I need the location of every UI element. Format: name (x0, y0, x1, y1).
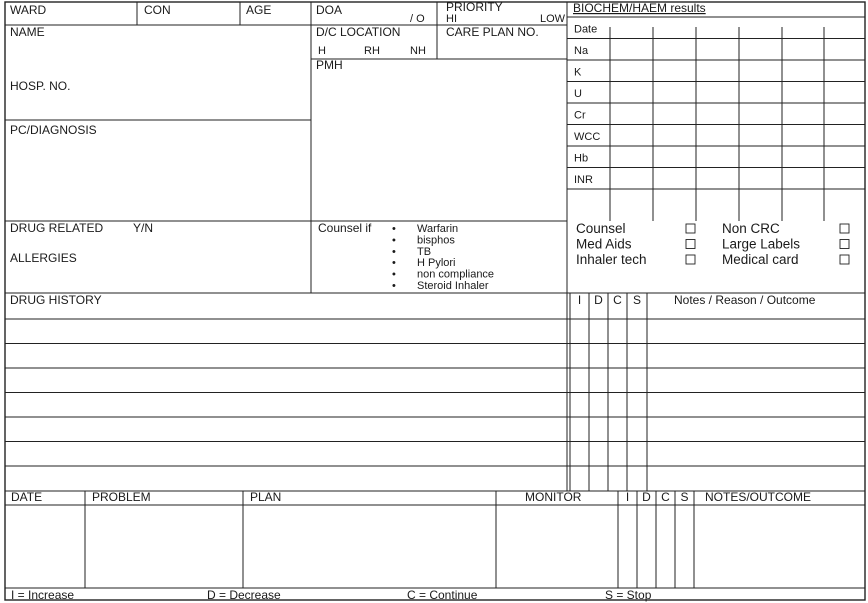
allergies-label: ALLERGIES (10, 251, 77, 265)
doa-slash-o: / O (410, 13, 425, 25)
counsel-bullet: • (392, 245, 396, 258)
drug-history-code-c: C (613, 293, 622, 307)
counsel-bullet: • (392, 234, 396, 247)
care-plan-codes (626, 490, 689, 504)
option-label-right-1: Large Labels (722, 236, 801, 252)
legend-decrease: D = Decrease (207, 588, 281, 602)
option-label-left-0: Counsel (576, 221, 626, 236)
drug-history-code-s: S (632, 293, 642, 307)
counsel-if-list (392, 223, 494, 292)
header-grid (5, 2, 567, 491)
legend-stop: S = Stop (605, 588, 652, 602)
drug-history-label: DRUG HISTORY (10, 293, 102, 307)
biochem-row-label-cr: Cr (574, 109, 586, 122)
pmh-label: PMH (316, 58, 343, 72)
biochem-row-label-date: Date (574, 23, 598, 36)
counsel-item-0: Warfarin (417, 223, 459, 235)
checkbox-right-0[interactable] (840, 224, 849, 233)
biochem-row-label-na: Na (574, 45, 589, 57)
biochem-results-grid (567, 17, 865, 221)
counsel-item-4: non compliance (417, 268, 495, 281)
counsel-item-2: TB (417, 245, 432, 258)
counsel-bullet: • (392, 223, 396, 235)
cp-date-label: DATE (11, 490, 43, 504)
name-label: NAME (10, 25, 45, 39)
care-plan-no-label: CARE PLAN NO. (446, 25, 539, 39)
option-label-left-1: Med Aids (576, 236, 632, 252)
priority-hi: HI (446, 13, 457, 25)
cp-problem-label: PROBLEM (92, 490, 151, 504)
hosp-no-label: HOSP. NO. (10, 79, 71, 93)
care-plan-code-i: I (625, 490, 630, 504)
counsel-item-5: Steroid Inhaler (417, 280, 489, 292)
biochem-row-label-wcc: WCC (574, 131, 601, 143)
dc-location-label: D/C LOCATION (316, 25, 401, 39)
age-label: AGE (246, 3, 272, 17)
legend-continue: C = Continue (407, 588, 478, 602)
drug-history-notes-label: Notes / Reason / Outcome (674, 293, 816, 307)
ward-label: WARD (10, 3, 47, 17)
dc-rh: RH (364, 45, 380, 57)
care-plan-code-c: C (661, 490, 670, 504)
cp-monitor-label: MONITOR (525, 490, 582, 504)
checkbox-left-2[interactable] (686, 255, 695, 264)
dc-nh: NH (410, 45, 426, 57)
drug-related-yn: Y/N (133, 221, 154, 235)
option-label-left-2: Inhaler tech (576, 252, 647, 267)
drug-history-code-d: D (594, 293, 603, 307)
priority-label: PRIORITY (446, 0, 503, 14)
counsel-item-3: H Pylori (417, 257, 456, 270)
counsel-bullet: • (392, 280, 396, 292)
care-plan-code-s: S (680, 490, 689, 504)
drug-history-code-i: I (577, 293, 582, 307)
drug-history-lines (5, 293, 865, 491)
checkbox-left-0[interactable] (686, 224, 695, 233)
counsel-item-1: bisphos (417, 234, 455, 247)
counselling-checkboxes (576, 221, 849, 267)
priority-low: LOW (540, 13, 566, 25)
biochem-row-label-u: U (574, 88, 582, 100)
drug-related-label: DRUG RELATED (10, 221, 104, 235)
dc-h: H (318, 45, 326, 57)
option-label-right-2: Medical card (722, 252, 799, 267)
checkbox-right-1[interactable] (840, 240, 849, 249)
con-label: CON (144, 3, 171, 17)
care-plan-grid (5, 491, 865, 588)
counsel-bullet: • (392, 268, 396, 281)
drug-history-codes (578, 293, 641, 307)
legend-increase: I = Increase (11, 588, 75, 602)
pc-diagnosis-label: PC/DIAGNOSIS (10, 123, 97, 137)
biochem-row-label-inr: INR (574, 174, 593, 186)
checkbox-right-2[interactable] (840, 255, 849, 264)
cp-plan-label: PLAN (250, 490, 282, 504)
doa-label: DOA (316, 3, 343, 17)
counsel-bullet: • (392, 257, 396, 270)
biochem-row-label-hb: Hb (574, 152, 589, 165)
care-plan-code-d: D (642, 490, 651, 504)
biochem-title: BIOCHEM/HAEM results (573, 1, 706, 15)
counsel-if-label: Counsel if (318, 221, 372, 235)
biochem-row-label-k: K (574, 66, 582, 79)
option-label-right-0: Non CRC (722, 221, 780, 236)
cp-notes-label: NOTES/OUTCOME (705, 490, 812, 504)
checkbox-left-1[interactable] (686, 240, 695, 249)
